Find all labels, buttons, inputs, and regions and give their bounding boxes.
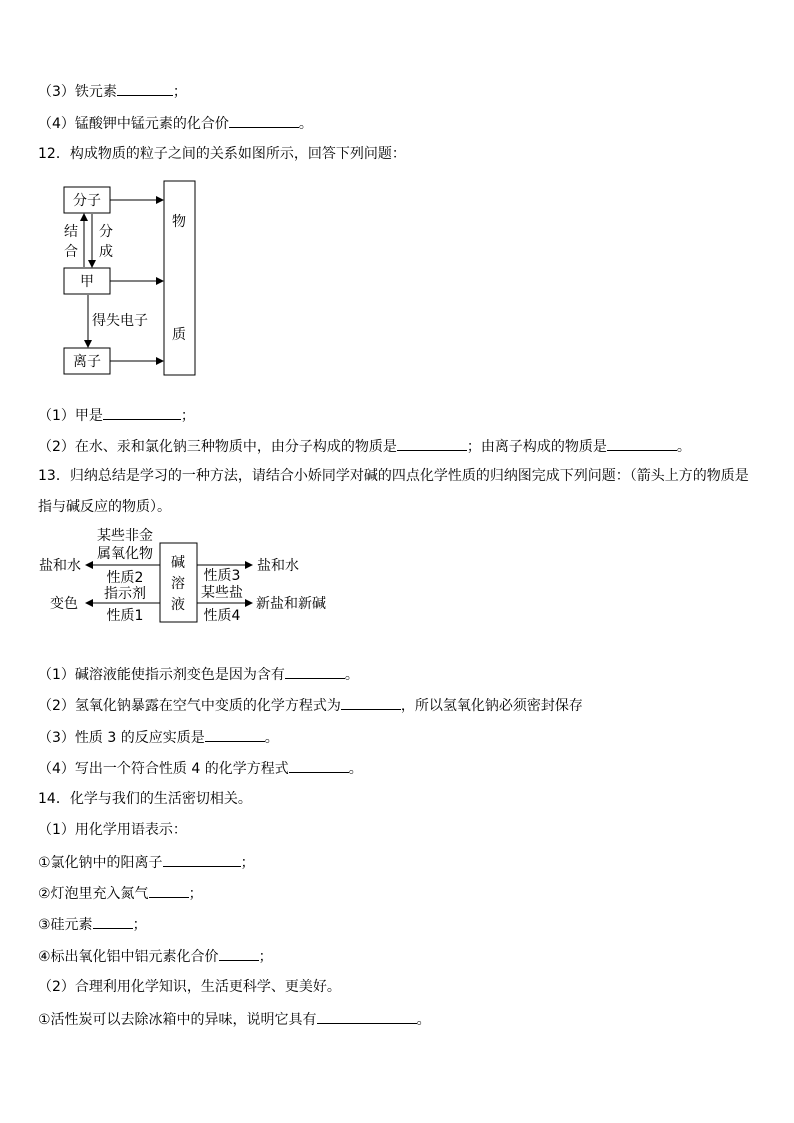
matter-label-bottom: 质	[172, 327, 186, 343]
q14-item-b: ②灯泡里充入氮气 ；	[38, 883, 203, 904]
color-change-label: 变色	[50, 596, 78, 612]
answer-blank[interactable]	[93, 914, 133, 929]
q13-part4: （4）写出一个符合性质 4 的化学方程式 。	[38, 758, 363, 779]
ion-label: 离子	[73, 354, 101, 370]
answer-blank[interactable]	[219, 946, 259, 961]
nonmetal-oxide-label-1: 某些非金	[97, 528, 153, 544]
base-solution-label-3: 液	[171, 597, 185, 613]
q14-item-e: ①活性炭可以去除冰箱中的异味，说明它具有 。	[38, 1009, 431, 1030]
q11-part3: （3）铁元素 ；	[38, 81, 187, 102]
base-solution-label-2: 溶	[171, 576, 185, 592]
answer-blank[interactable]	[289, 758, 349, 773]
property4-label: 性质4	[203, 608, 241, 624]
q14-item-c: ③硅元素 ；	[38, 914, 147, 935]
combine-label-2: 合	[64, 244, 78, 260]
answer-blank[interactable]	[285, 664, 345, 679]
indicator-label: 指示剂	[104, 586, 146, 602]
split-label-2: 成	[99, 244, 113, 260]
matter-label-top: 物	[172, 214, 186, 230]
q14-item-a: ①氯化钠中的阳离子 ；	[38, 852, 255, 873]
q13-part3: （3）性质 3 的反应实质是 。	[38, 727, 279, 748]
q13-stem: 13．归纳总结是学习的一种方法，请结合小娇同学对碱的四点化学性质的归纳图完成下列问题：（箭头上方的物质是指与碱反应的物质）。	[38, 468, 749, 515]
q14-section2: （2）合理利用化学知识，生活更科学、更美好。	[38, 979, 341, 995]
q12-part1: （1）甲是 ；	[38, 405, 195, 426]
split-label-1: 分	[99, 224, 113, 240]
some-salts-label: 某些盐	[201, 585, 243, 601]
property2-label: 性质2	[106, 570, 144, 586]
property3-label: 性质3	[203, 568, 241, 584]
answer-blank[interactable]	[341, 695, 401, 710]
answer-blank[interactable]	[317, 1009, 417, 1024]
electron-label: 得失电子	[92, 313, 148, 329]
q12-part2: （2）在水、汞和氯化钠三种物质中，由分子构成的物质是 ；由离子构成的物质是 。	[38, 436, 691, 457]
nonmetal-oxide-label-2: 属氧化物	[97, 546, 153, 562]
jia-label: 甲	[80, 274, 94, 290]
q13-part2: （2）氢氧化钠暴露在空气中变质的化学方程式为 ，所以氢氧化钠必须密封保存	[38, 695, 583, 716]
molecule-label: 分子	[73, 193, 101, 209]
salt-water-left-label: 盐和水	[39, 558, 81, 574]
q12-stem: 12．构成物质的粒子之间的关系如图所示，回答下列问题：	[38, 146, 406, 162]
q14-stem: 14．化学与我们的生活密切相关。	[38, 791, 252, 807]
combine-label-1: 结	[64, 224, 78, 240]
answer-blank[interactable]	[149, 883, 189, 898]
new-salt-base-label: 新盐和新碱	[256, 596, 326, 612]
q14-section1: （1）用化学用语表示：	[38, 822, 187, 838]
answer-blank[interactable]	[205, 727, 265, 742]
q11-part4: （4）锰酸钾中锰元素的化合价 。	[38, 113, 313, 134]
answer-blank[interactable]	[163, 852, 241, 867]
property1-label: 性质1	[106, 608, 144, 624]
base-solution-label-1: 碱	[171, 555, 185, 571]
q14-item-d: ④标出氧化铝中铝元素化合价 ；	[38, 946, 273, 967]
salt-water-right-label: 盐和水	[257, 558, 299, 574]
q13-part1: （1）碱溶液能使指示剂变色是因为含有 。	[38, 664, 359, 685]
